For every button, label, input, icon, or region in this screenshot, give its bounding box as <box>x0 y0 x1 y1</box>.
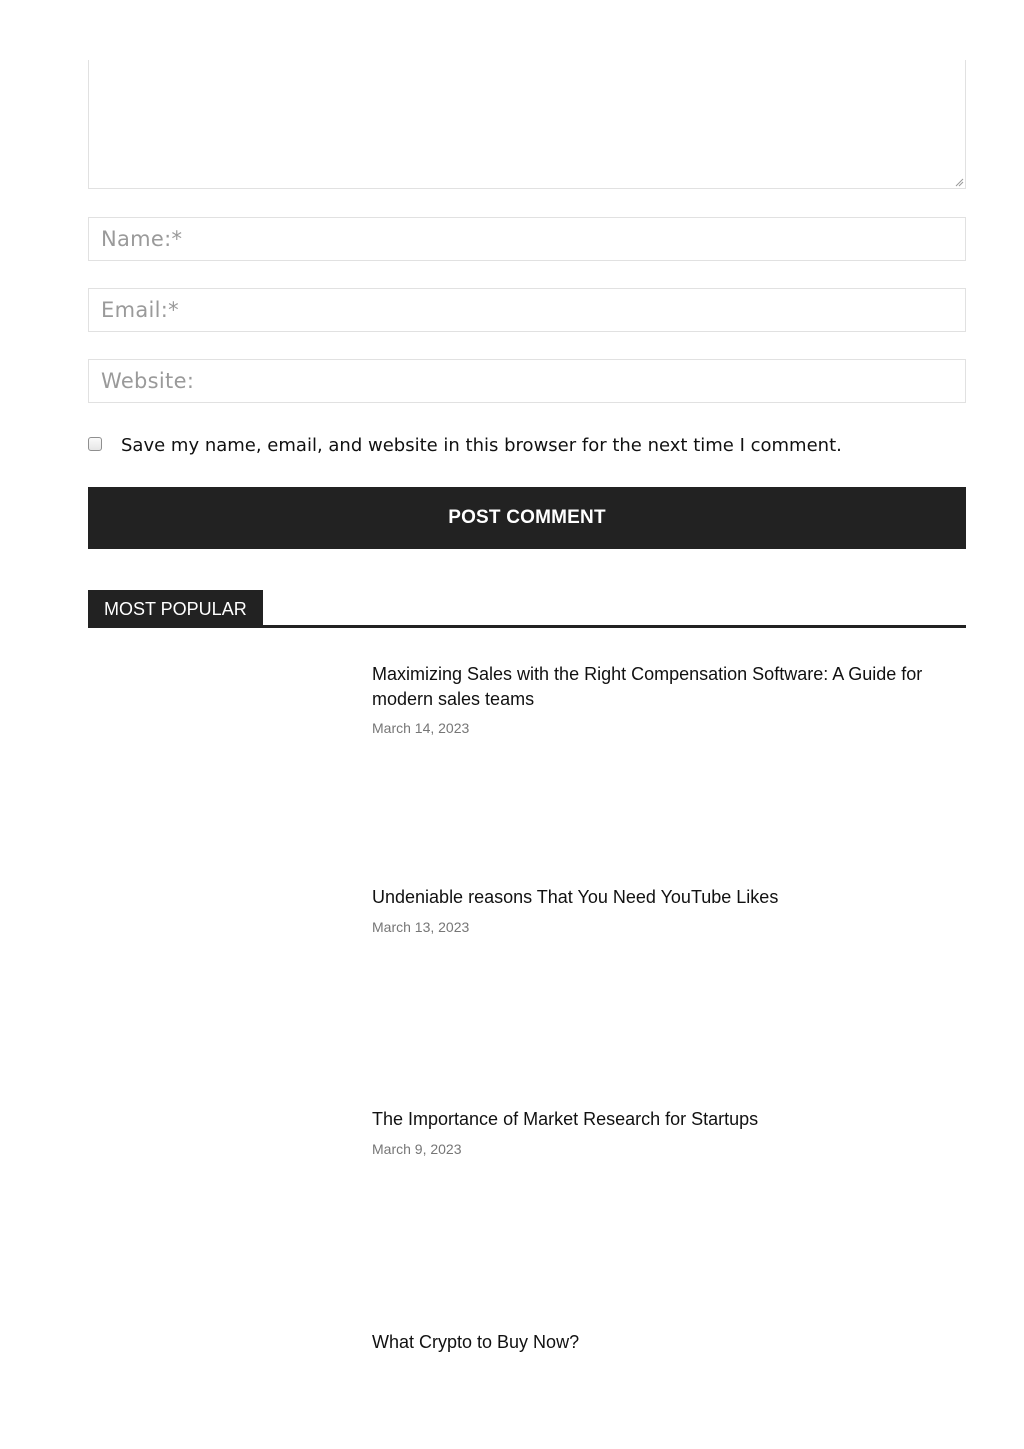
save-info-row <box>88 433 966 459</box>
email-field[interactable] <box>88 288 966 332</box>
post-date: March 9, 2023 <box>372 1141 462 1157</box>
post-comment-button[interactable]: POST COMMENT <box>88 487 966 549</box>
post-title[interactable]: What Crypto to Buy Now? <box>372 1332 580 1352</box>
post-date: March 13, 2023 <box>372 919 470 935</box>
resize-handle-icon[interactable] <box>954 177 964 187</box>
website-placeholder: Website: <box>101 369 195 393</box>
save-info-checkbox[interactable] <box>88 437 102 451</box>
email-placeholder: Email:* <box>101 298 179 322</box>
name-placeholder: Name:* <box>101 227 183 251</box>
post-date: March 14, 2023 <box>372 720 470 736</box>
post-thumbnail[interactable] <box>88 1107 348 1267</box>
most-popular-header <box>88 590 966 628</box>
comment-textarea[interactable] <box>88 60 966 189</box>
post-title[interactable]: Undeniable reasons That You Need YouTube Likes <box>372 887 779 907</box>
post-thumbnail[interactable] <box>88 1330 348 1449</box>
post-title[interactable]: The Importance of Market Research for Startups <box>372 1109 759 1129</box>
most-popular-title: MOST POPULAR <box>88 590 263 625</box>
post-thumbnail[interactable] <box>88 662 348 822</box>
save-info-label[interactable]: Save my name, email, and website in this browser for the next time I comment. <box>121 435 842 456</box>
name-field[interactable] <box>88 217 966 261</box>
website-field[interactable] <box>88 359 966 403</box>
post-thumbnail[interactable] <box>88 885 348 1045</box>
post-title[interactable]: Maximizing Sales with the Right Compensation Software: A Guide for modern sales teams <box>372 664 923 709</box>
